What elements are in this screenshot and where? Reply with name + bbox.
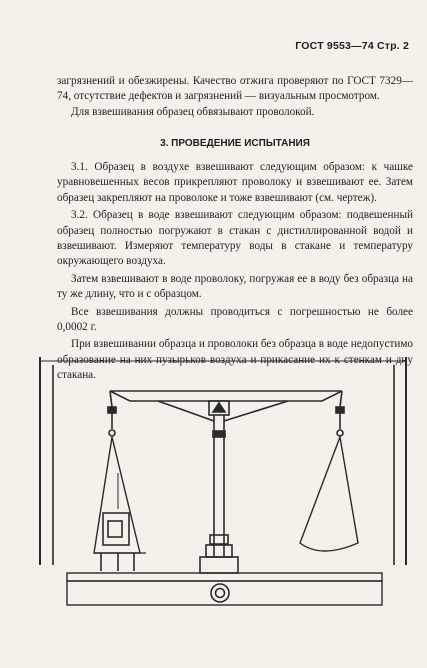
paragraph-3-2: 3.2. Образец в воде взвешивают следующим образом: подвешенный образец полностью погружают в стакан с дистиллированной водой и взвешивают. Измеряют температуру воды в стакане и температуру окружающего воздуха.	[57, 209, 413, 268]
paragraph-wire: Затем взвешивают в воде проволоку, погружая ее в воду без образца на ту же длину, что и с образцом.	[57, 272, 413, 301]
paragraph-accuracy: Все взвешивания должны проводиться с погрешностью не более 0,0002 г.	[57, 305, 413, 334]
balance-drawing	[38, 357, 420, 622]
intro-paragraph-1: загрязнений и обезжирены. Качество отжига проверяют по ГОСТ 7329—74, отсутствие дефектов и загрязнений — визуальным просмотром.	[57, 75, 413, 103]
intro-text	[57, 74, 413, 120]
beaker-stand	[94, 513, 146, 571]
section-body	[57, 160, 413, 384]
intro-paragraph-2: Для взвешивания образец обвязывают проволокой.	[71, 105, 315, 118]
balance-beam	[108, 391, 344, 421]
balance-case	[40, 357, 406, 565]
balance-base	[67, 573, 382, 605]
section-title: 3. ПРОВЕДЕНИЕ ИСПЫТАНИЯ	[160, 138, 310, 149]
right-pan	[300, 413, 358, 551]
balance-illustration	[38, 357, 420, 622]
paragraph-bubbles: При взвешивании образца и проволоки без образца в воде недопустимо образование на них пузырьков воздуха и прикасание их к стенкам и дну стакана.	[57, 338, 413, 382]
left-pan	[94, 413, 140, 553]
balance-column	[200, 415, 238, 573]
running-head: ГОСТ 9553—74 Стр. 2	[295, 40, 409, 52]
paragraph-3-1: 3.1. Образец в воздухе взвешивают следующим образом: к чашке уравновешенных весов прикрепляют проволоку и взвешивают ее. Затем образец закрепляют на проволоке и тоже взвешивают (см. чертеж).	[57, 161, 413, 204]
